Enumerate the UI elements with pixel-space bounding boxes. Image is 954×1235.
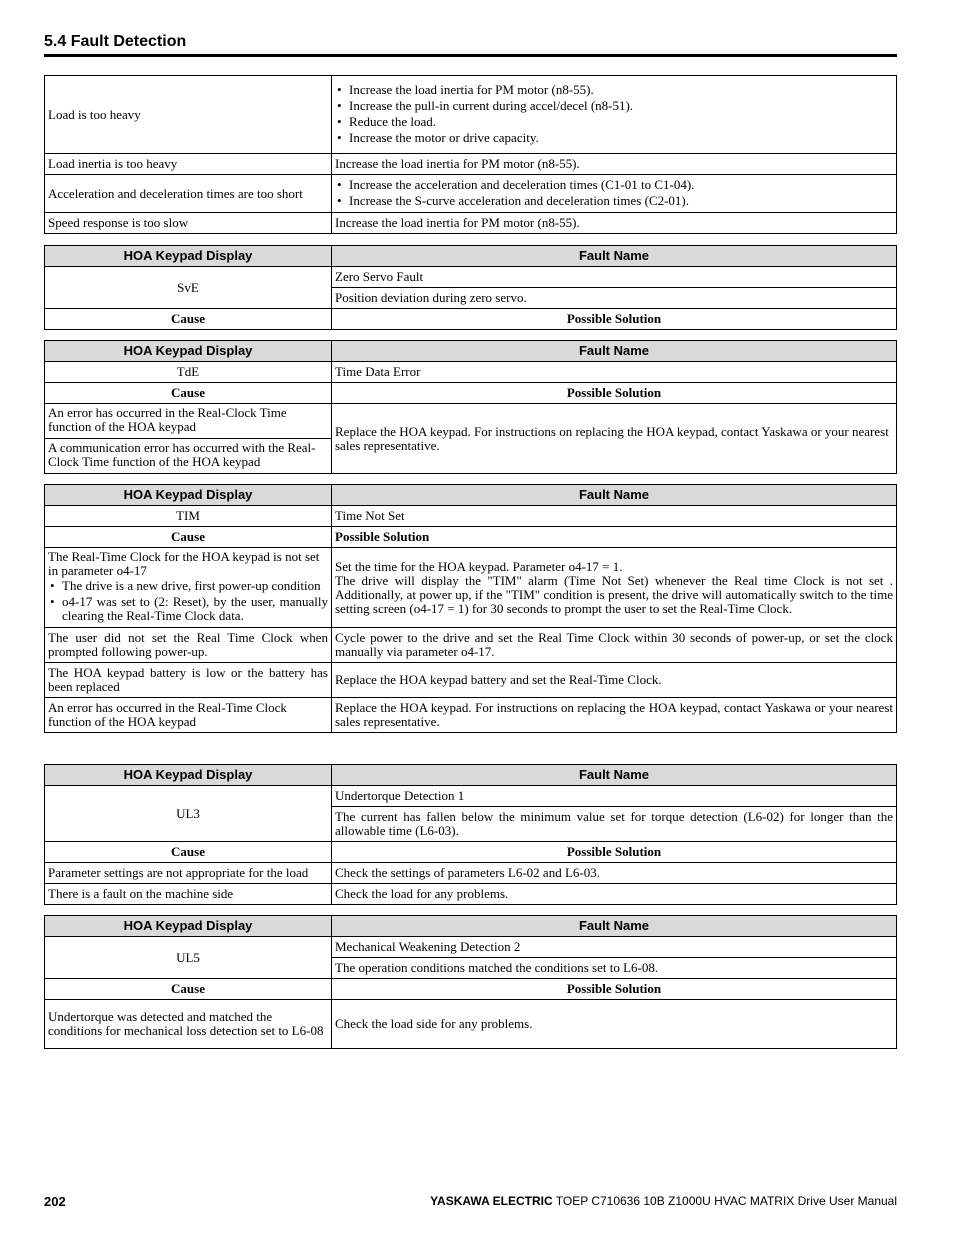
solution-cell — [332, 548, 897, 628]
table-row — [45, 698, 897, 733]
solution-cell: Increase the load inertia for PM motor (n8-55). — [332, 213, 897, 234]
cause-header: Cause — [45, 527, 332, 548]
fault-name: Undertorque Detection 1 — [332, 786, 897, 807]
solution-list — [335, 178, 893, 208]
solution-cell: Increase the load inertia for PM motor (n8-55). — [332, 154, 897, 175]
table-row — [45, 1000, 897, 1049]
continuation-table — [44, 75, 897, 234]
fault-table-ul5 — [44, 915, 897, 1049]
solution-cell: Cycle power to the drive and set the Real Time Clock within 30 seconds of power-up, or set the clock manually via parameter o4-17. — [332, 628, 897, 663]
solution-line: The drive will display the "TIM" alarm (Time Not Set) whenever the Real time Clock is not set . Additionally, at power up, if the "TIM" condition is present, the drive will automatically switch to the time setting screen (o4-17 = 1) for 30 seconds to prompt the user to set the Real-Time Clock. — [335, 572, 893, 616]
solution-header: Possible Solution — [332, 527, 897, 548]
cause-header: Cause — [45, 309, 332, 330]
cause-cell: The HOA keypad battery is low or the battery has been replaced — [45, 663, 332, 698]
display-code: UL3 — [45, 786, 332, 842]
fault-name: Time Not Set — [332, 506, 897, 527]
footer-brand: YASKAWA ELECTRIC — [430, 1194, 553, 1208]
cause-cell: Load is too heavy — [45, 76, 332, 154]
solution-cell: Replace the HOA keypad battery and set the Real-Time Clock. — [332, 663, 897, 698]
page-number: 202 — [44, 1194, 66, 1209]
fault-name-header: Fault Name — [332, 341, 897, 362]
list-item: • Increase the S-curve acceleration and deceleration times (C2-01). — [335, 194, 893, 208]
fault-name: Time Data Error — [332, 362, 897, 383]
cause-cell: An error has occurred in the Real-Time Clock function of the HOA keypad — [45, 698, 332, 733]
table-row — [45, 175, 897, 213]
hoa-display-header: HOA Keypad Display — [45, 916, 332, 937]
cause-cell: Undertorque was detected and matched the conditions for mechanical loss detection set to L6-08 — [45, 1000, 332, 1049]
fault-name-header: Fault Name — [332, 765, 897, 786]
fault-description: The operation conditions matched the conditions set to L6-08. — [332, 958, 897, 979]
solution-header: Possible Solution — [332, 309, 897, 330]
table-row — [45, 309, 897, 330]
table-header-row — [45, 341, 897, 362]
cause-header: Cause — [45, 979, 332, 1000]
cause-cell: The user did not set the Real Time Clock when prompted following power-up. — [45, 628, 332, 663]
fault-table-ul3 — [44, 764, 897, 905]
table-row — [45, 506, 897, 527]
table-row — [45, 154, 897, 175]
table-header-row — [45, 246, 897, 267]
table-row — [45, 267, 897, 288]
cause-cell: A communication error has occurred with the Real-Clock Time function of the HOA keypad — [45, 439, 332, 474]
solution-header: Possible Solution — [332, 383, 897, 404]
fault-name: Mechanical Weakening Detection 2 — [332, 937, 897, 958]
solution-cell: Check the load side for any problems. — [332, 1000, 897, 1049]
fault-table-sve — [44, 245, 897, 330]
cause-cell: An error has occurred in the Real-Clock Time function of the HOA keypad — [45, 404, 332, 439]
table-header-row — [45, 916, 897, 937]
cause-list — [48, 579, 328, 623]
display-code: UL5 — [45, 937, 332, 979]
table-row — [45, 362, 897, 383]
table-row — [45, 527, 897, 548]
list-item: • Increase the pull-in current during accel/decel (n8-51). — [335, 99, 893, 113]
cause-cell: There is a fault on the machine side — [45, 884, 332, 905]
table-row — [45, 786, 897, 807]
fault-name-header: Fault Name — [332, 916, 897, 937]
table-row — [45, 863, 897, 884]
cause-cell: Speed response is too slow — [45, 213, 332, 234]
fault-name-header: Fault Name — [332, 246, 897, 267]
table-header-row — [45, 485, 897, 506]
list-item: • Increase the motor or drive capacity. — [335, 131, 893, 145]
table-row — [45, 842, 897, 863]
solution-cell: Check the settings of parameters L6-02 and L6-03. — [332, 863, 897, 884]
list-item: • o4-17 was set to (2: Reset), by the user, manually clearing the Real-Time Clock data. — [48, 595, 328, 623]
display-code: TIM — [45, 506, 332, 527]
solution-list — [335, 83, 893, 145]
table-row — [45, 213, 897, 234]
list-item: • The drive is a new drive, first power-up condition — [48, 579, 328, 593]
cause-cell: Acceleration and deceleration times are too short — [45, 175, 332, 213]
list-item: • Increase the load inertia for PM motor (n8-55). — [335, 83, 893, 97]
footer-manual-info — [430, 1194, 897, 1208]
display-code: TdE — [45, 362, 332, 383]
fault-description: Position deviation during zero servo. — [332, 288, 897, 309]
hoa-display-header: HOA Keypad Display — [45, 246, 332, 267]
fault-name: Zero Servo Fault — [332, 267, 897, 288]
fault-name-header: Fault Name — [332, 485, 897, 506]
list-item: • Increase the acceleration and deceleration times (C1-01 to C1-04). — [335, 178, 893, 192]
table-row — [45, 628, 897, 663]
solution-cell: Check the load for any problems. — [332, 884, 897, 905]
solution-line: Set the time for the HOA keypad. Parameter o4-17 = 1. — [335, 558, 623, 574]
section-title: 5.4 Fault Detection — [44, 33, 187, 50]
solution-cell: Replace the HOA keypad. For instructions on replacing the HOA keypad, contact Yaskawa or your nearest sales representative. — [332, 698, 897, 733]
solution-cell: Replace the HOA keypad. For instructions on replacing the HOA keypad, contact Yaskawa or your nearest sales representative. — [332, 404, 897, 474]
table-row — [45, 76, 897, 154]
solution-cell — [332, 76, 897, 154]
fault-table-tde — [44, 340, 897, 474]
solution-header: Possible Solution — [332, 842, 897, 863]
table-header-row — [45, 765, 897, 786]
display-code: SvE — [45, 267, 332, 309]
cause-text: The Real-Time Clock for the HOA keypad is not set in parameter o4-17 — [48, 549, 320, 578]
header-rule — [44, 54, 897, 57]
solution-cell — [332, 175, 897, 213]
table-row — [45, 979, 897, 1000]
table-row — [45, 937, 897, 958]
fault-table-tim — [44, 484, 897, 733]
table-row — [45, 383, 897, 404]
hoa-display-header: HOA Keypad Display — [45, 765, 332, 786]
fault-description: The current has fallen below the minimum value set for torque detection (L6-02) for longer than the allowable time (L6-03). — [332, 807, 897, 842]
solution-header: Possible Solution — [332, 979, 897, 1000]
table-row — [45, 404, 897, 439]
cause-header: Cause — [45, 383, 332, 404]
cause-cell: Load inertia is too heavy — [45, 154, 332, 175]
cause-cell: Parameter settings are not appropriate for the load — [45, 863, 332, 884]
cause-header: Cause — [45, 842, 332, 863]
table-row — [45, 663, 897, 698]
hoa-display-header: HOA Keypad Display — [45, 485, 332, 506]
table-row — [45, 548, 897, 628]
list-item: • Reduce the load. — [335, 115, 893, 129]
footer-manual-title: TOEP C710636 10B Z1000U HVAC MATRIX Drive User Manual — [555, 1194, 897, 1208]
cause-cell — [45, 548, 332, 628]
table-row — [45, 884, 897, 905]
hoa-display-header: HOA Keypad Display — [45, 341, 332, 362]
